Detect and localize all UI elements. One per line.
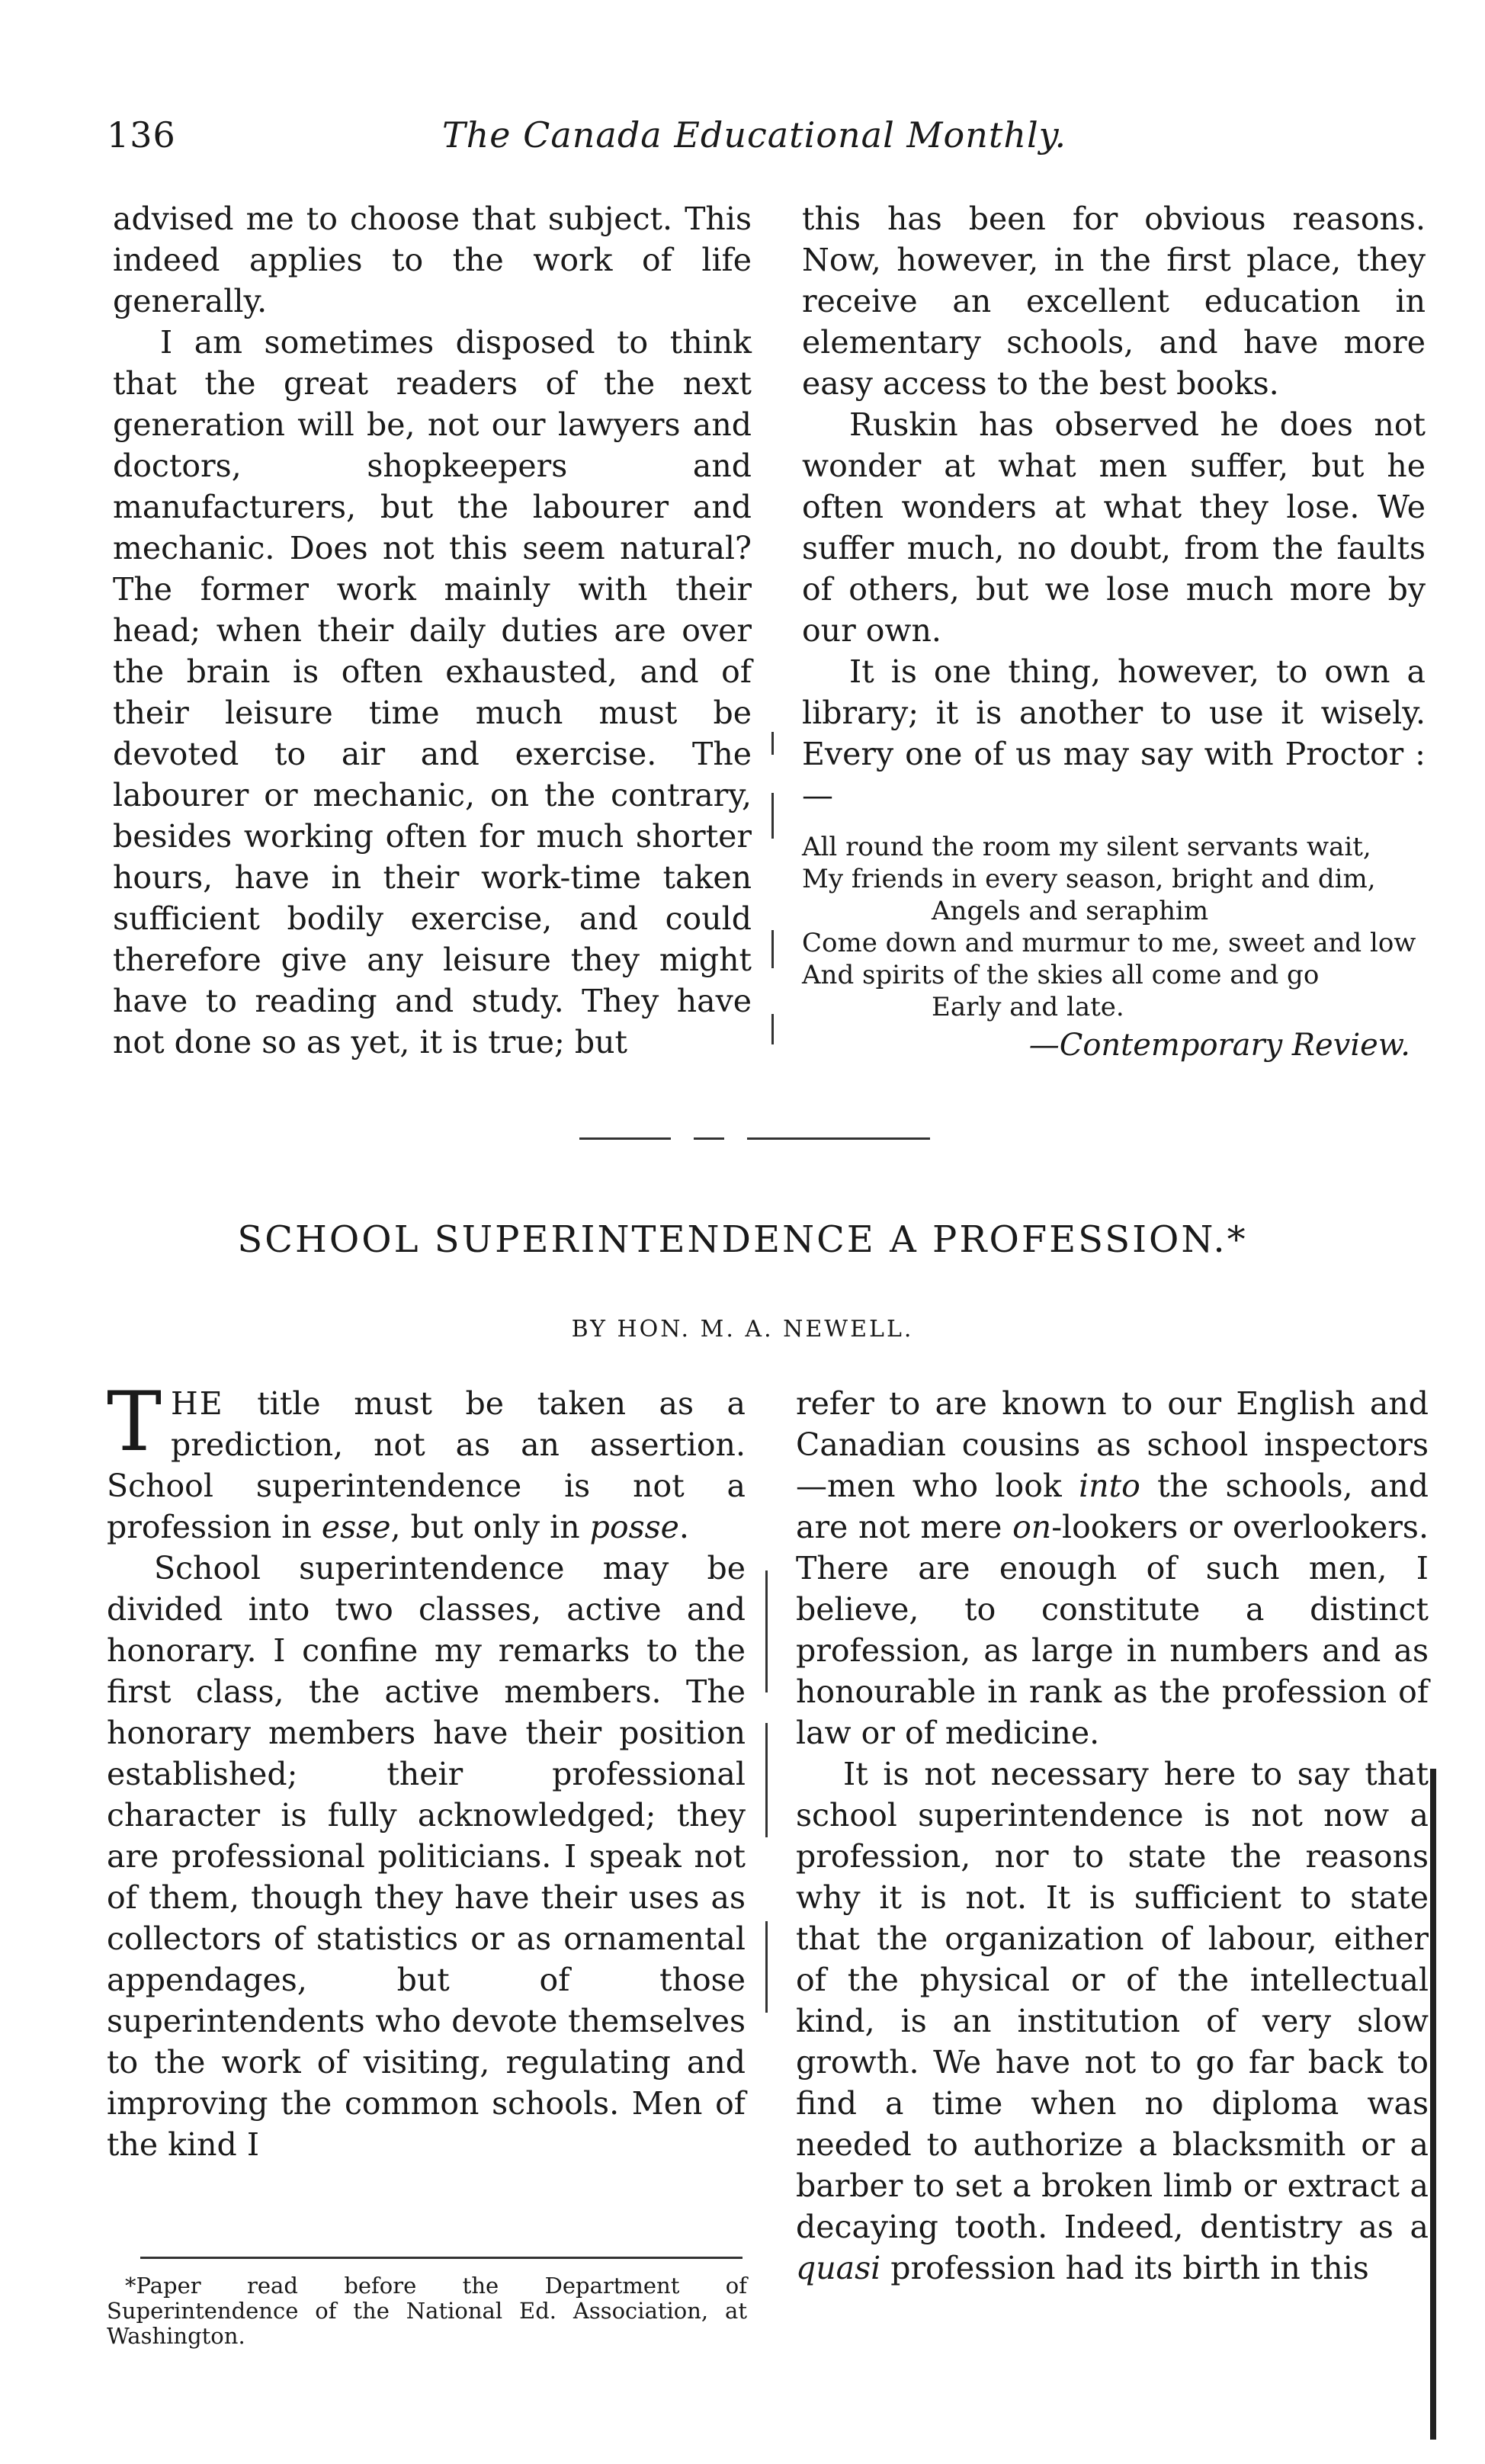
gutter-mark bbox=[771, 732, 774, 755]
drop-cap: T bbox=[107, 1375, 162, 1470]
poem-attribution: —Contemporary Review. bbox=[1028, 1028, 1410, 1063]
gutter-mark bbox=[771, 793, 774, 839]
running-header bbox=[107, 114, 1113, 160]
poem-line: Come down and murmur to me, sweet and low bbox=[802, 928, 1416, 958]
footnote bbox=[107, 2273, 747, 2349]
poem-line: Early and late. bbox=[932, 992, 1124, 1022]
text-run: title must be taken as a prediction, not as an assertion. School superintendence is not a profession in bbox=[107, 1385, 746, 1545]
gutter-mark bbox=[765, 1570, 768, 1692]
poem-quotation bbox=[802, 831, 1426, 1061]
paragraph: School superintendence may be divided into two classes, active and honorary. I confine my remarks to the first class, the active members. The honorary members have their position established; their professional character is fully acknowledged; they are professional politicians. I speak not of them, though they have their uses as collectors of statistics or as ornamental appendages, but of those superintendents who devote themselves to the work of visiting, regulating and improving the common schools. Men of the kind I bbox=[107, 1550, 746, 2163]
article-right-column bbox=[796, 1383, 1429, 2289]
italic-term: on bbox=[1012, 1509, 1052, 1545]
paragraph: Ruskin has observed he does not wonder at what men suffer, but he often wonders at what they lose. We suffer much, no doubt, from the faults of others, but we lose much more by our own. bbox=[802, 406, 1426, 649]
paragraph bbox=[107, 1375, 746, 1548]
footnote-rule bbox=[140, 2257, 742, 2259]
paragraph: advised me to choose that subject. This indeed applies to the work of life generally. bbox=[113, 201, 752, 319]
italic-term: quasi bbox=[796, 2250, 881, 2286]
article-title: SCHOOL SUPERINTENDENCE A PROFESSION.* bbox=[237, 1218, 1248, 1261]
paragraph: I am sometimes disposed to think that the great readers of the next generation will be, not our lawyers and doctors, shopkeepers and manufacturers, but the labourer and mechanic. Does not this seem natural? The former work mainly with their head; when their daily duties are over the brain is often exhausted, and of their leisure time much must be devoted to air and exercise. The labourer or mechanic, on the contrary, besides working often for much shorter hours, have in their work-time taken sufficient bodily exercise, and could therefore give any leisure they might have to reading and study. They have not done so as yet, it is true; but bbox=[113, 324, 752, 1060]
article-left-column bbox=[107, 1375, 746, 2165]
text-run: profession had its birth in this bbox=[880, 2250, 1369, 2286]
gutter-mark bbox=[771, 930, 774, 968]
paragraph bbox=[796, 1753, 1429, 2289]
poem-line: And spirits of the skies all come and go bbox=[802, 960, 1320, 990]
previous-article-right-column bbox=[802, 198, 1426, 1061]
italic-term: posse bbox=[589, 1509, 679, 1545]
journal-title: The Canada Educational Monthly. bbox=[442, 114, 1067, 156]
italic-term: into bbox=[1079, 1468, 1140, 1504]
previous-article-left-column bbox=[113, 198, 752, 1063]
poem-line: All round the room my silent servants wait, bbox=[802, 832, 1371, 862]
paragraph: this has been for obvious reasons. Now, however, in the first place, they receive an excellent education in elementary schools, and have more easy access to the best books. bbox=[802, 201, 1426, 402]
gutter-mark bbox=[765, 1921, 768, 2013]
text-run: refer to are known to our English and Canadian cousins as school inspectors—men who look bbox=[796, 1385, 1429, 1504]
text-run: It is not necessary here to say that school superintendence is not now a profession, nor to state the reasons why it is not. It is sufficient to state that the organization of labour, either of the physical or of the intellectual kind, is an institution of very slow growth. We have not to go far back to find a time when no diploma was needed to authorize a blacksmith or a barber to set a broken limb or extract a decaying tooth. Indeed, dentistry as a bbox=[796, 1756, 1429, 2245]
text-run: the schools, and are not mere bbox=[796, 1468, 1429, 1545]
paragraph bbox=[796, 1383, 1429, 1753]
footnote-text: *Paper read before the Department of Superintendence of the National Ed. Association, at Washington. bbox=[107, 2273, 747, 2349]
gutter-mark bbox=[765, 1723, 768, 1837]
scan-edge-bar bbox=[1430, 1769, 1436, 2440]
text-run: , but only in bbox=[390, 1509, 590, 1545]
paragraph: It is one thing, however, to own a library; it is another to use it wisely. Every one of us may say with Proctor :— bbox=[802, 653, 1426, 813]
text-run: . bbox=[678, 1509, 689, 1545]
text-run: -lookers or overlookers. There are enough of such men, I believe, to constitute a distinct profession, as large in numbers and as honourable in rank as the profession of law or of medicine. bbox=[796, 1509, 1429, 1751]
gutter-mark bbox=[771, 1014, 774, 1044]
article-byline: BY HON. M. A. NEWELL. bbox=[571, 1316, 914, 1343]
lead-word: HE bbox=[171, 1385, 224, 1422]
italic-term: esse bbox=[321, 1509, 391, 1545]
section-separator bbox=[579, 1137, 930, 1141]
poem-line: Angels and seraphim bbox=[932, 896, 1209, 926]
page-number: 136 bbox=[107, 114, 176, 156]
poem-line: My friends in every season, bright and dim, bbox=[802, 864, 1376, 894]
